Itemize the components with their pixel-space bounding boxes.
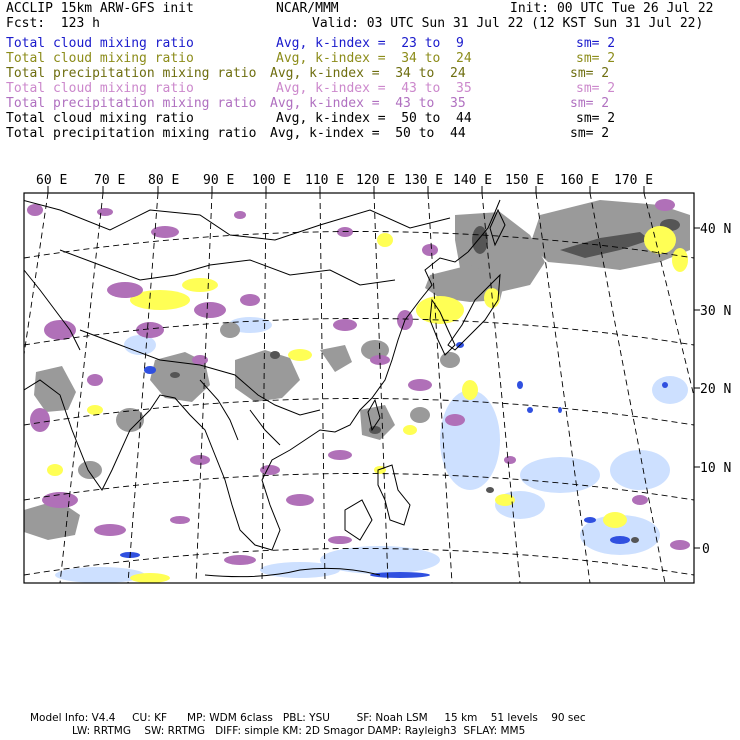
lon-label: 80 E (148, 173, 180, 188)
lat-label: 0 (702, 542, 710, 557)
map-field-layer (0, 193, 740, 583)
field-name: Total cloud mixing ratio (6, 111, 194, 126)
field-name: Total cloud mixing ratio (6, 51, 194, 66)
valid-time: Valid: 03 UTC Sun 31 Jul 22 (12 KST Sun 31 Jul 22) (312, 16, 704, 31)
lon-label: 160 E (560, 173, 600, 188)
field-sm: sm= 2 (576, 111, 616, 126)
lon-label: 60 E (36, 173, 68, 188)
field-avg: Avg, k-index = 43 to 35 (270, 96, 466, 111)
lon-label: 140 E (453, 173, 493, 188)
field-sm: sm= 2 (576, 81, 616, 96)
lon-ticks (48, 186, 644, 193)
lon-label: 130 E (404, 173, 444, 188)
field-avg: Avg, k-index = 34 to 24 (270, 66, 466, 81)
lon-label: 170 E (614, 173, 654, 188)
field-sm: sm= 2 (570, 66, 610, 81)
field-name: Total precipitation mixing ratio (6, 66, 257, 81)
org-label: NCAR/MMM (276, 1, 339, 16)
model-info-line2: LW: RRTMG SW: RRTMG DIFF: simple KM: 2D Smagor DAMP: Rayleigh3 SFLAY: MM5 (72, 725, 526, 737)
field-avg: Avg, k-index = 50 to 44 (276, 111, 472, 126)
lon-label: 100 E (252, 173, 292, 188)
lon-label: 150 E (505, 173, 545, 188)
lon-label: 120 E (356, 173, 396, 188)
field-sm: sm= 2 (570, 126, 610, 141)
field-sm: sm= 2 (570, 96, 610, 111)
lon-label: 110 E (305, 173, 345, 188)
field-avg: Avg, k-index = 50 to 44 (270, 126, 466, 141)
field-name: Total cloud mixing ratio (6, 81, 194, 96)
model-info-line1: Model Info: V4.4 CU: KF MP: WDM 6class PBL: YSU SF: Noah LSM 15 km 51 levels 90 sec (30, 712, 586, 724)
field-sm: sm= 2 (576, 51, 616, 66)
lat-label: 30 N (700, 304, 732, 319)
lat-label: 20 N (700, 382, 732, 397)
field-name: Total cloud mixing ratio (6, 36, 194, 51)
field-avg: Avg, k-index = 34 to 24 (276, 51, 472, 66)
field-name: Total precipitation mixing ratio (6, 96, 257, 111)
model-title: ACCLIP 15km ARW-GFS init (6, 1, 194, 16)
lon-label: 90 E (203, 173, 235, 188)
field-name: Total precipitation mixing ratio (6, 126, 257, 141)
lat-label: 40 N (700, 222, 732, 237)
lon-label: 70 E (94, 173, 126, 188)
lat-label: 10 N (700, 461, 732, 476)
field-avg: Avg, k-index = 43 to 35 (276, 81, 472, 96)
forecast-hour: Fcst: 123 h (6, 16, 100, 31)
field-sm: sm= 2 (576, 36, 616, 51)
init-time: Init: 00 UTC Tue 26 Jul 22 (510, 1, 714, 16)
field-avg: Avg, k-index = 23 to 9 (276, 36, 464, 51)
